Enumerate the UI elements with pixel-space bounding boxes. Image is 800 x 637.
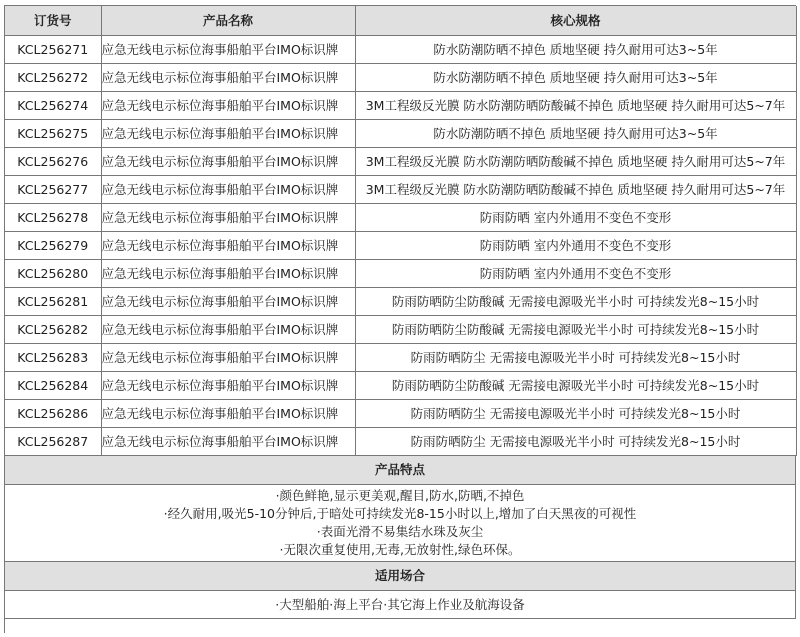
core-spec-cell: 防雨防晒防尘 无需接电源吸光半小时 可持续发光8~15小时 (355, 343, 796, 371)
order-number-cell: KCL256278 (5, 203, 101, 231)
order-number-cell: KCL256287 (5, 427, 101, 455)
product-name-cell: 应急无线电示标位海事船舶平台IMO标识牌 (101, 147, 355, 175)
order-number-cell: KCL256271 (5, 35, 101, 63)
core-spec-cell: 防雨防晒 室内外通用不变色不变形 (355, 231, 796, 259)
feature-line: ·无限次重复使用,无毒,无放射性,绿色环保。 (279, 541, 521, 557)
feature-line: ·表面光滑不易集结水珠及灰尘 (316, 523, 484, 539)
product-name-cell: 应急无线电示标位海事船舶平台IMO标识牌 (101, 119, 355, 147)
table-row (5, 371, 796, 399)
header-core-spec: 核心规格 (355, 6, 796, 35)
table-row (5, 287, 796, 315)
order-number-cell: KCL256286 (5, 399, 101, 427)
product-name-cell: 应急无线电示标位海事船舶平台IMO标识牌 (101, 203, 355, 231)
order-number-cell: KCL256275 (5, 119, 101, 147)
table-row (5, 259, 796, 287)
features-title: 产品特点 (5, 456, 796, 485)
product-name-cell: 应急无线电示标位海事船舶平台IMO标识牌 (101, 287, 355, 315)
core-spec-cell: 防水防潮防晒不掉色 质地坚硬 持久耐用可达3~5年 (355, 35, 796, 63)
product-name-cell: 应急无线电示标位海事船舶平台IMO标识牌 (101, 399, 355, 427)
product-name-cell: 应急无线电示标位海事船舶平台IMO标识牌 (101, 231, 355, 259)
order-number-cell: KCL256284 (5, 371, 101, 399)
order-number-cell: KCL256283 (5, 343, 101, 371)
header-order-number: 订货号 (5, 6, 101, 35)
core-spec-cell: 防雨防晒防尘 无需接电源吸光半小时 可持续发光8~15小时 (355, 427, 796, 455)
table-row (5, 315, 796, 343)
order-number-cell: KCL256272 (5, 63, 101, 91)
core-spec-cell: 防水防潮防晒不掉色 质地坚硬 持久耐用可达3~5年 (355, 119, 796, 147)
usage-text: ·大型船舶·海上平台·其它海上作业及航海设备 (5, 591, 796, 619)
order-number-cell: KCL256282 (5, 315, 101, 343)
table-row (5, 203, 796, 231)
feature-line: ·经久耐用,吸光5-10分钟后,于暗处可持续发光8-15小时以上,增加了白天黑夜的可视性 (163, 505, 637, 521)
header-product-name: 产品名称 (101, 6, 355, 35)
core-spec-cell: 防水防潮防晒不掉色 质地坚硬 持久耐用可达3~5年 (355, 63, 796, 91)
product-name-cell: 应急无线电示标位海事船舶平台IMO标识牌 (101, 35, 355, 63)
table-row (5, 427, 796, 455)
product-name-cell: 应急无线电示标位海事船舶平台IMO标识牌 (101, 315, 355, 343)
product-name-cell: 应急无线电示标位海事船舶平台IMO标识牌 (101, 63, 355, 91)
table-row (5, 175, 796, 203)
core-spec-cell: 防雨防晒防尘防酸碱 无需接电源吸光半小时 可持续发光8~15小时 (355, 371, 796, 399)
product-name-cell: 应急无线电示标位海事船舶平台IMO标识牌 (101, 427, 355, 455)
order-number-cell: KCL256280 (5, 259, 101, 287)
product-spec-sheet (4, 5, 796, 633)
product-name-cell: 应急无线电示标位海事船舶平台IMO标识牌 (101, 175, 355, 203)
table-row (5, 147, 796, 175)
core-spec-cell: 防雨防晒防尘防酸碱 无需接电源吸光半小时 可持续发光8~15小时 (355, 287, 796, 315)
table-row (5, 119, 796, 147)
core-spec-cell: 防雨防晒 室内外通用不变色不变形 (355, 203, 796, 231)
order-number-cell: KCL256274 (5, 91, 101, 119)
order-number-cell: KCL256277 (5, 175, 101, 203)
table-row (5, 343, 796, 371)
table-row (5, 63, 796, 91)
core-spec-cell: 3M工程级反光膜 防水防潮防晒防酸碱不掉色 质地坚硬 持久耐用可达5~7年 (355, 147, 796, 175)
core-spec-cell: 3M工程级反光膜 防水防潮防晒防酸碱不掉色 质地坚硬 持久耐用可达5~7年 (355, 175, 796, 203)
core-spec-cell: 防雨防晒防尘防酸碱 无需接电源吸光半小时 可持续发光8~15小时 (355, 315, 796, 343)
table-body (5, 35, 796, 455)
order-number-cell: KCL256279 (5, 231, 101, 259)
core-spec-cell: 3M工程级反光膜 防水防潮防晒防酸碱不掉色 质地坚硬 持久耐用可达5~7年 (355, 91, 796, 119)
product-name-cell: 应急无线电示标位海事船舶平台IMO标识牌 (101, 343, 355, 371)
usage-title: 适用场合 (5, 562, 796, 591)
table-row (5, 399, 796, 427)
order-number-cell: KCL256281 (5, 287, 101, 315)
core-spec-cell: 防雨防晒防尘 无需接电源吸光半小时 可持续发光8~15小时 (355, 399, 796, 427)
features-list (5, 485, 796, 562)
core-spec-cell: 防雨防晒 室内外通用不变色不变形 (355, 259, 796, 287)
order-number-cell: KCL256276 (5, 147, 101, 175)
product-name-cell: 应急无线电示标位海事船舶平台IMO标识牌 (101, 371, 355, 399)
feature-line: ·颜色鲜艳,显示更美观,醒目,防水,防晒,不掉色 (275, 487, 525, 503)
product-name-cell: 应急无线电示标位海事船舶平台IMO标识牌 (101, 91, 355, 119)
table-row (5, 35, 796, 63)
product-table (5, 6, 797, 456)
table-row (5, 91, 796, 119)
product-name-cell: 应急无线电示标位海事船舶平台IMO标识牌 (101, 259, 355, 287)
table-row (5, 231, 796, 259)
table-header-row (5, 6, 796, 35)
